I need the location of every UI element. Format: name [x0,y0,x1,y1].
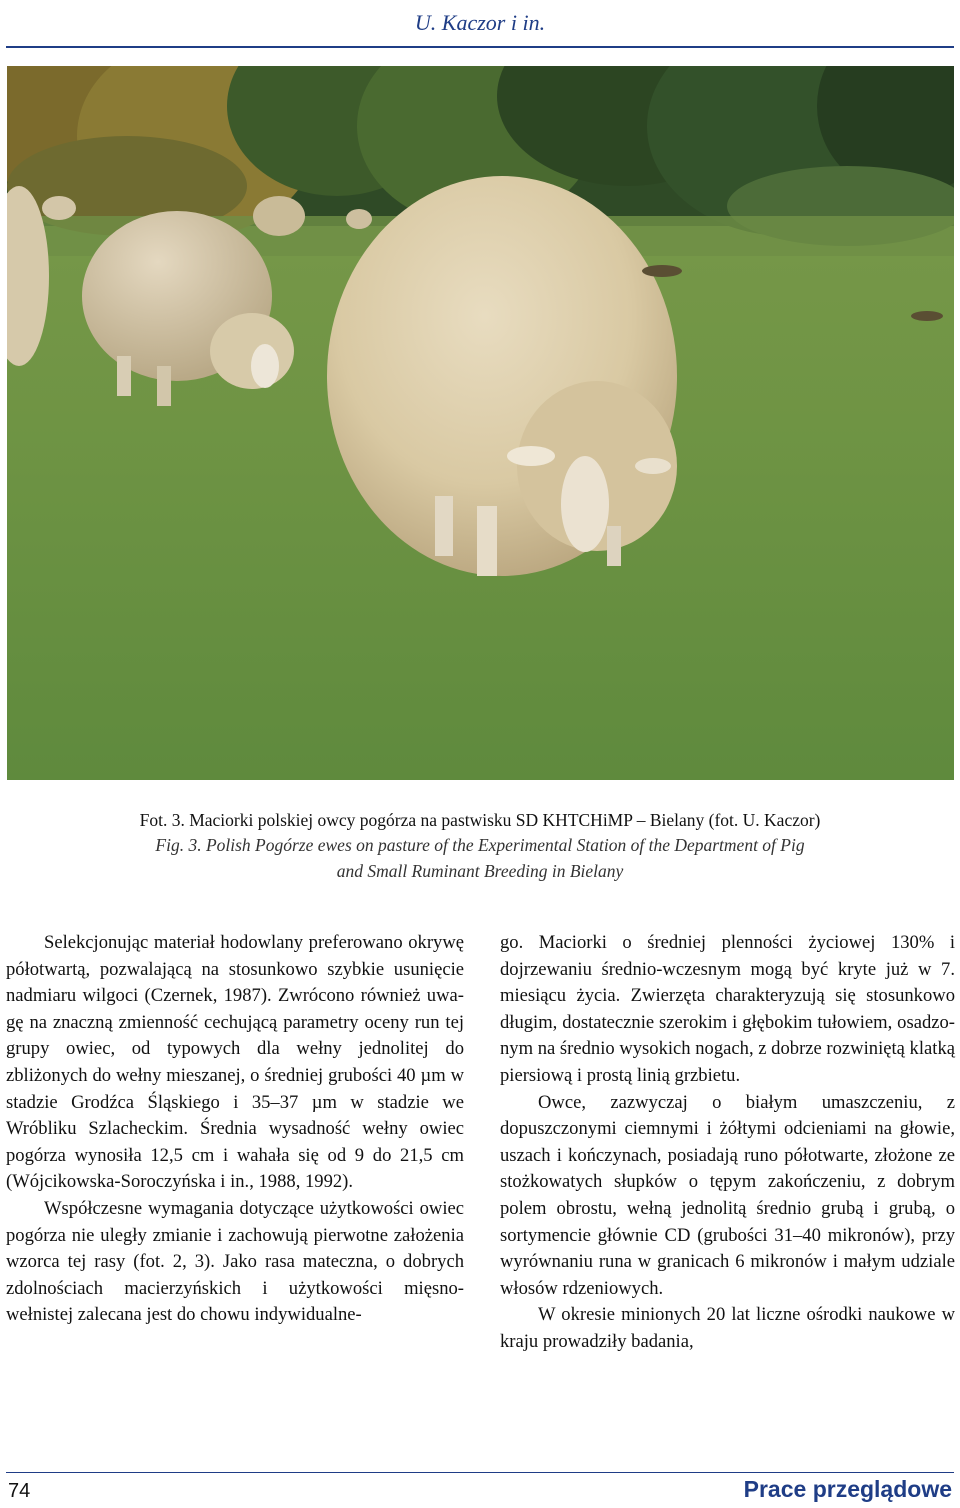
running-title: U. Kaczor i in. [414,10,546,35]
right-text-column [500,930,955,1356]
left-text-column [6,930,464,1329]
figure-caption-polish: Fot. 3. Maciorki polskiej owcy pogórza na pastwisku SD KHTCHiMP – Bielany (fot. U. Kaczor) [139,810,821,830]
figure-caption-english [0,832,960,884]
header-rule [6,46,954,48]
footer-rule [6,1472,954,1473]
sheep-photo [7,66,954,780]
paragraph: Współczesne wymagania dotyczące użytkowości owiec pogórza nie uległy zmianie i zachowują pierwotne założenia wzorca tej rasy (fot. 2, 3). Jako rasa mateczna, o dobrych zdolnościach macierzyńskich i użytkowości mięsno-wełnistej zalecana jest do chowu indywidualne- [6,1197,464,1326]
paragraph: go. Maciorki o średniej plenności życiowej 130% i dojrzewaniu średnio-wczesnym mogą być kryte już w 7. miesiącu życia. Zwierzęta charakteryzują się stosunkowo długim, dostatecznie szerokim i głębokim tułowiem, osadzonym na średnio wysokich nogach, z dobrze rozwiniętą klatką piersiową i prostą linią grzbietu. [500,932,955,1086]
paragraph: Owce, zazwyczaj o białym umaszczeniu, z dopuszczonymi ciemnymi i żółtymi odcieniami na głowie, uszach i kończynach, posiadają runo półotwarte, złożone ze stożkowatych słupków o tępym zakończeniu, z dobrym polem obrostu, wełną jednolitą średnio grubą i grubą, o sortymencie głównie CD (grubości 31–40 mikronów), przy wyrównaniu runa w granicach 6 mikronów i małym udziale włosów rdzeniowych. [500,1091,955,1299]
figure-caption-english-line-2: and Small Ruminant Breeding in Bielany [336,861,624,881]
paragraph: W okresie minionych 20 lat liczne ośrodki naukowe w kraju prowadziły badania, [500,1304,955,1352]
paragraph: Selekcjonując materiał hodowlany preferowano okrywę półotwartą, pozwalającą na stosunkowo szybkie usunięcie nadmiaru wilgoci (Czernek, 1987). Zwrócono również uwagę na znaczną zmienność cechującą parametry oceny run tej grupy owiec, od typowych dla wełny jednolitej do zbliżonych do wełny mieszanej, o średniej grubości 40 µm w stadzie Grodźca Śląskiego i 35–37 µm w stadzie we Wróbliku Szlacheckim. Średnia wysadność wełny owiec pogórza wynosiła 12,5 cm i wahała się od 9 do 21,5 cm (Wójcikowska-Soroczyńska i in., 1988, 1992). [6,932,464,1193]
figure-caption-english-line-1: Fig. 3. Polish Pogórze ewes on pasture of the Experimental Station of the Department of Pig [155,835,805,855]
section-label: Prace przeglądowe [743,1476,952,1502]
page-number: 74 [8,1480,31,1502]
